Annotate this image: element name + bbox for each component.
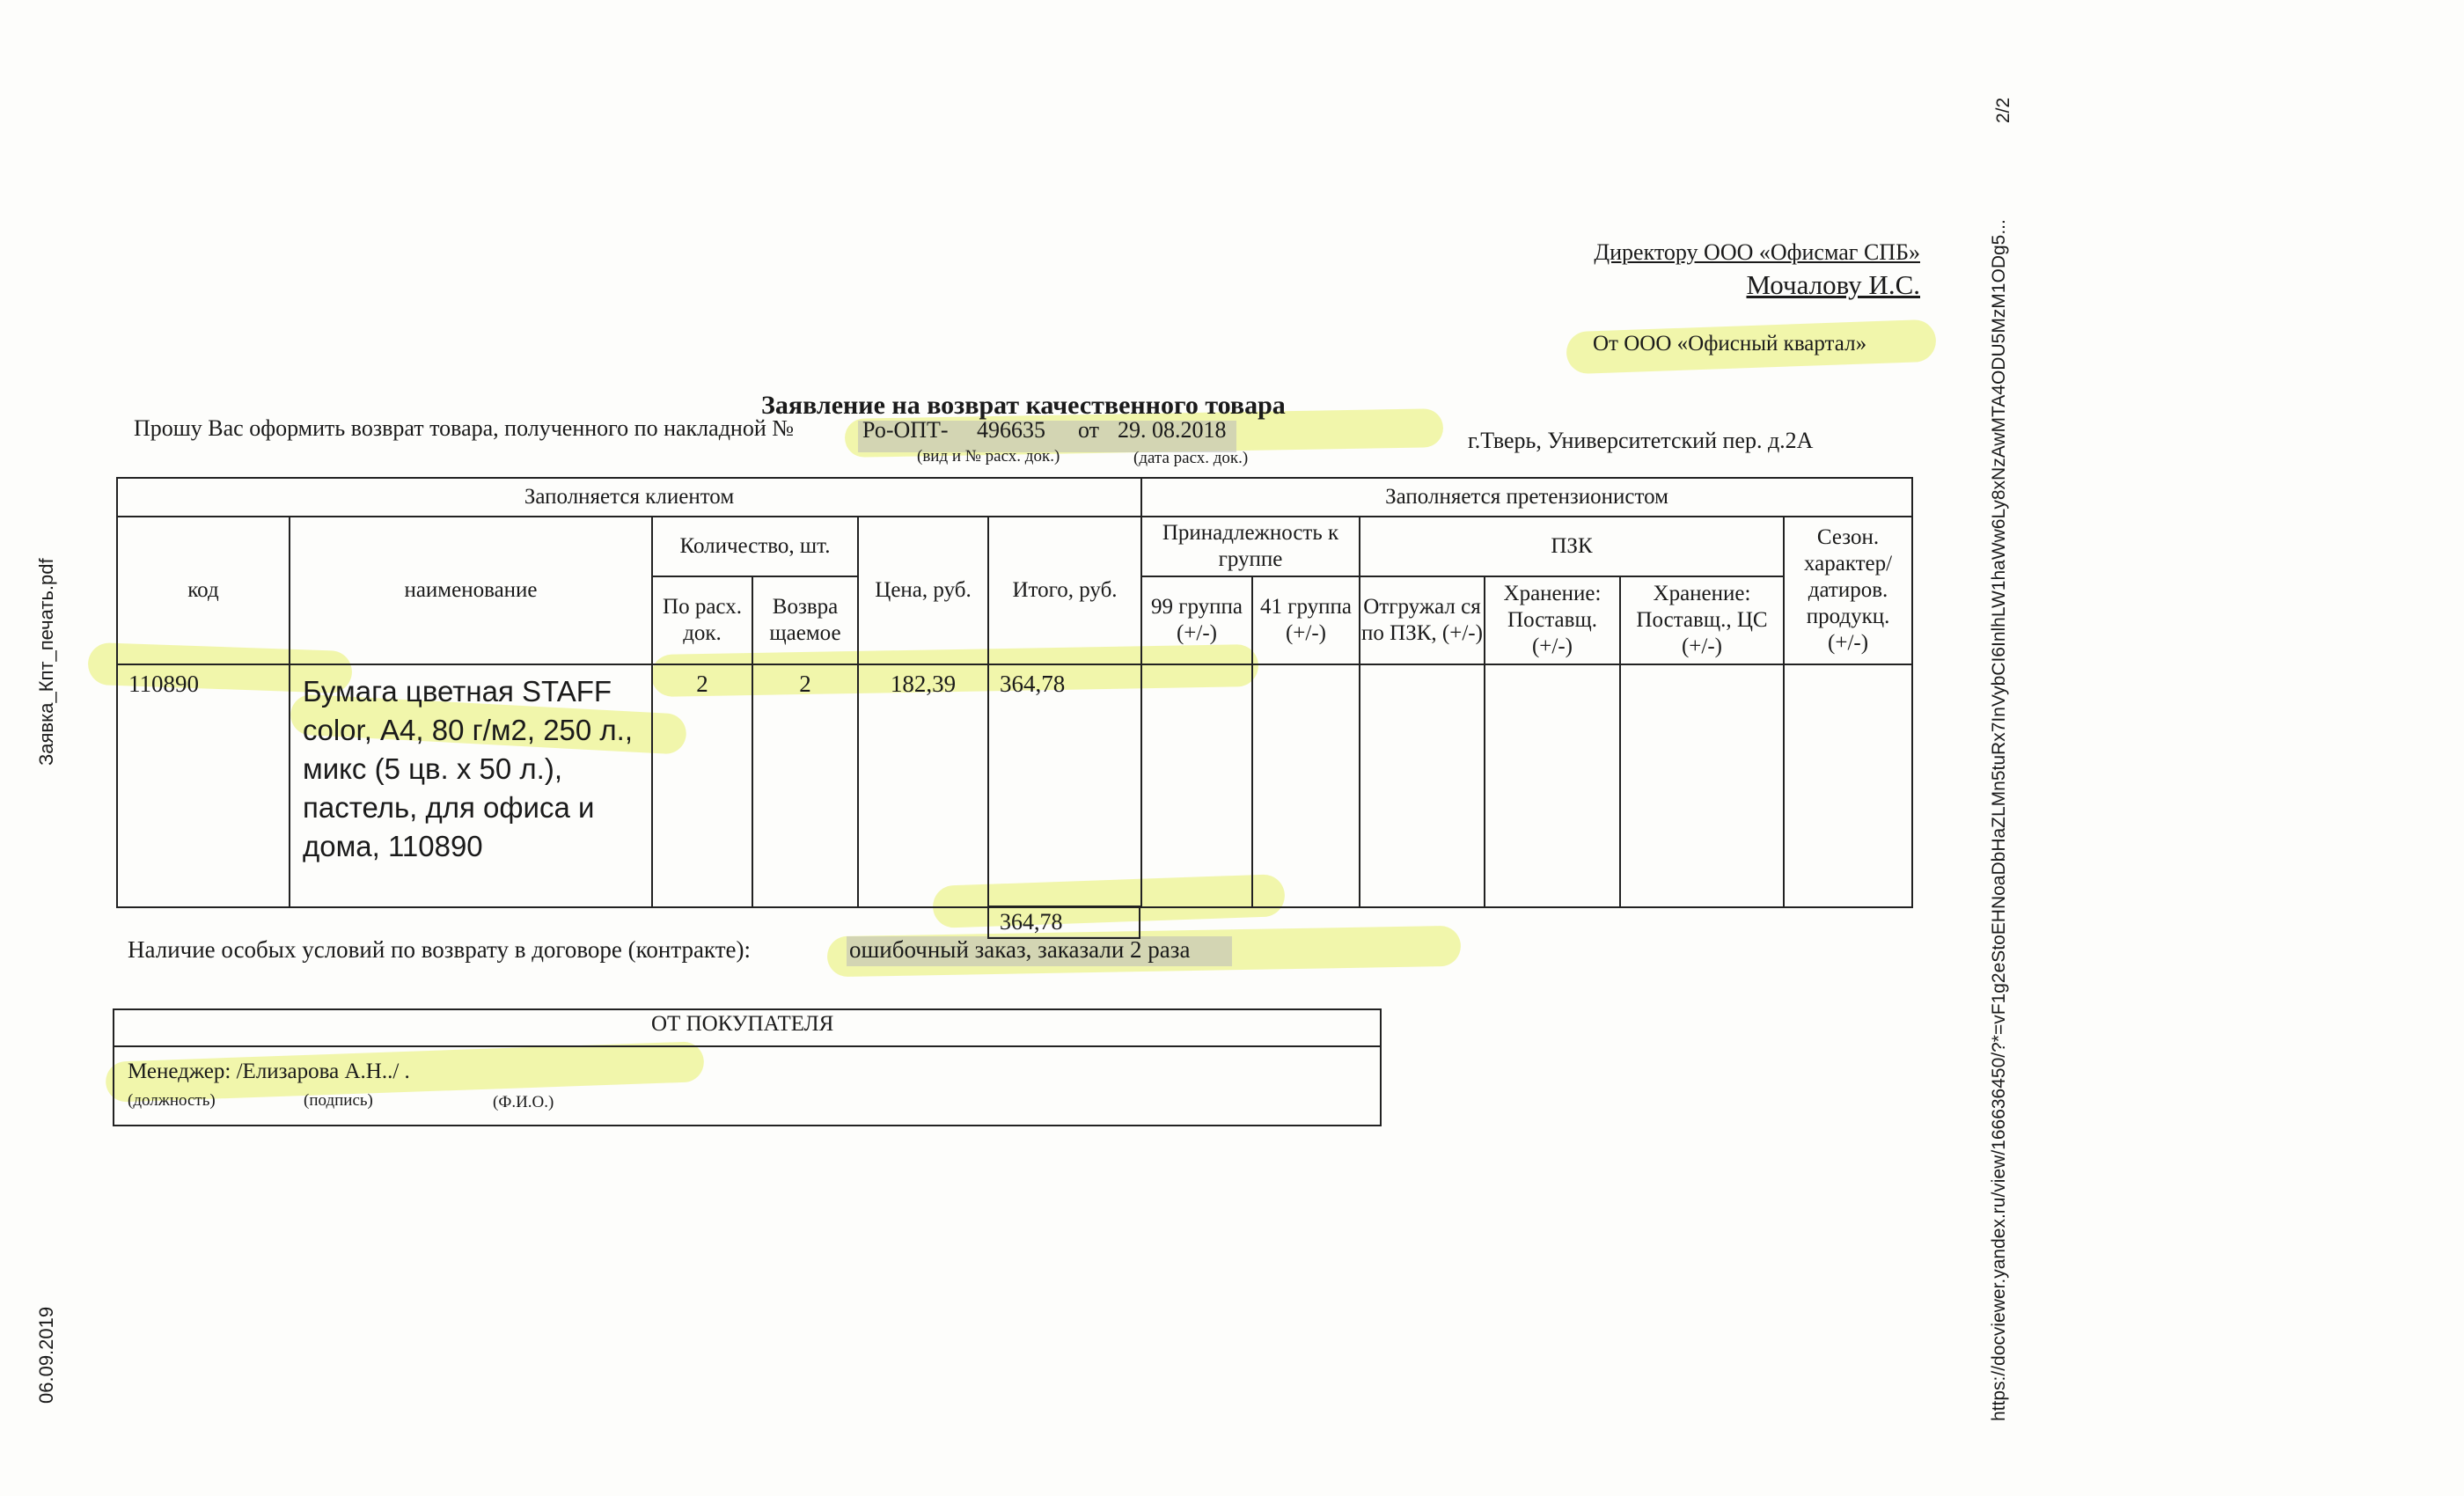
page-title: Заявление на возврат качественного товара	[761, 391, 1286, 420]
request-doc-type: Ро-ОПТ-	[862, 417, 949, 443]
request-doc-number: 496635	[977, 417, 1045, 443]
caption-signature: (подпись)	[304, 1091, 373, 1110]
side-print-date: 06.09.2019	[35, 1306, 57, 1404]
table-row	[117, 664, 1912, 907]
request-text: Прошу Вас оформить возврат товара, полученного по накладной №	[134, 415, 795, 441]
buyer-header: ОТ ПОКУПАТЕЛЯ	[651, 1012, 834, 1036]
request-from-word: от	[1078, 417, 1100, 443]
header-name: наименование	[290, 517, 652, 664]
caption-position: (должность)	[128, 1091, 216, 1110]
return-items-table	[116, 477, 1913, 908]
header-price: Цена, руб.	[858, 517, 988, 664]
row-qty-return: 2	[752, 664, 858, 907]
header-group99: 99 группа (+/-)	[1141, 576, 1252, 664]
header-pzk-shipped: Отгружал ся по ПЗК, (+/-)	[1360, 576, 1485, 664]
addressee-line2: Мочалову И.С.	[1746, 269, 1920, 300]
header-total: Итого, руб.	[988, 517, 1141, 664]
grand-total: 364,78	[1000, 909, 1063, 935]
caption-name: (Ф.И.О.)	[493, 1093, 554, 1111]
side-url: https://docviewer.yandex.ru/view/166636450/?*=vF1g2eStoEHNoaDbHaZLMn5tuRx7InVybCI6InlhLW1haWw6Ly8xNzAwMTA4ODU5MzM1ODg5...	[1989, 219, 2009, 1421]
row-price: 182,39	[858, 664, 988, 907]
conditions-value: ошибочный заказ, заказали 2 раза	[849, 936, 1191, 963]
row-total: 364,78	[988, 664, 1141, 907]
header-group: Принадлежность к группе	[1141, 517, 1360, 576]
row-name: Бумага цветная STAFF color, А4, 80 г/м2, 250 л., микс (5 цв. х 50 л.), пастель, для офиса и дома, 110890	[290, 664, 652, 907]
header-pzk-storage-supplier: Хранение: Поставщ. (+/-)	[1485, 576, 1620, 664]
addressee-from: От ООО «Офисный квартал»	[1593, 332, 1867, 356]
header-group41: 41 группа (+/-)	[1252, 576, 1360, 664]
header-pzk: ПЗК	[1360, 517, 1784, 576]
request-doc-date: 29. 08.2018	[1118, 417, 1227, 443]
section-client: Заполняется клиентом	[117, 478, 1141, 517]
request-address: г.Тверь, Университетский пер. д.2А	[1468, 428, 1814, 453]
buyer-manager-line: Менеджер: /Елизарова А.Н../ .	[128, 1060, 410, 1083]
side-page-number: 2/2	[1993, 97, 2013, 123]
header-qty-return: Возвра щаемое	[752, 576, 858, 664]
conditions-label: Наличие особых условий по возврату в договоре (контракте):	[128, 936, 751, 963]
header-qty-doc: По расх. док.	[652, 576, 752, 664]
addressee-line1: Директору ООО «Офисмаг СПБ»	[1594, 239, 1920, 265]
row-qty-doc: 2	[652, 664, 752, 907]
header-season: Сезон. характер/ датиров. продукц. (+/-)	[1784, 517, 1912, 664]
header-qty: Количество, шт.	[652, 517, 858, 576]
row-code: 110890	[117, 664, 290, 907]
side-filename: Заявка_Кпт_печать.pdf	[35, 558, 57, 766]
buyer-divider	[113, 1045, 1380, 1047]
section-claims: Заполняется претензионистом	[1141, 478, 1912, 517]
header-code: код	[117, 517, 290, 664]
header-pzk-storage-supplier-cs: Хранение: Поставщ., ЦС (+/-)	[1620, 576, 1784, 664]
grand-total-box	[987, 906, 1140, 939]
request-caption-date: (дата расх. док.)	[1133, 449, 1249, 467]
request-caption-doc: (вид и № расх. док.)	[917, 447, 1060, 466]
